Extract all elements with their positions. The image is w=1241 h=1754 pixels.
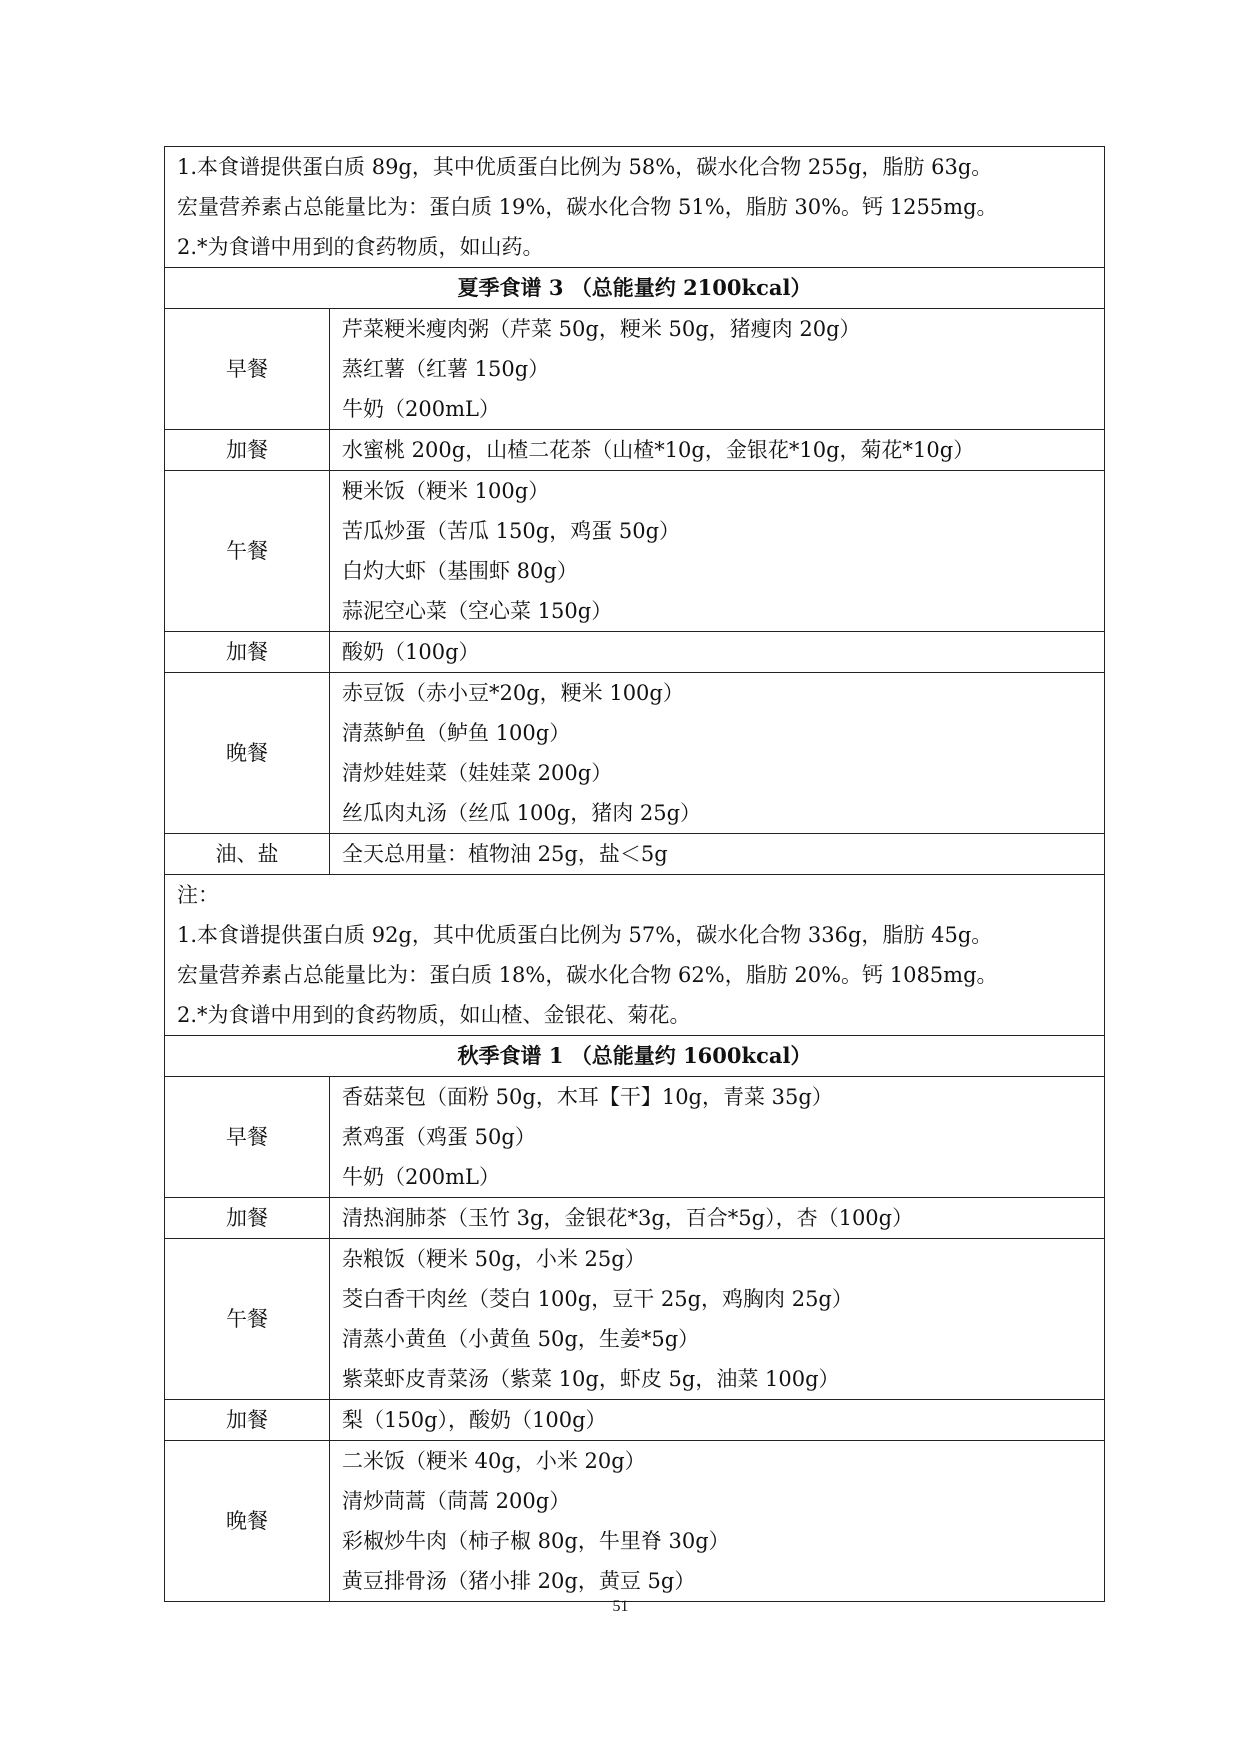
note-line: 2.*为食谱中用到的食药物质，如山药。 (177, 235, 544, 259)
meal-items (330, 632, 1105, 673)
menu-item: 二米饭（粳米 40g，小米 20g） (342, 1449, 646, 1473)
menu-item: 黄豆排骨汤（猪小排 20g，黄豆 5g） (342, 1569, 696, 1593)
note-line: 1.本食谱提供蛋白质 89g，其中优质蛋白比例为 58%，碳水化合物 255g，脂肪 63g。 (177, 155, 993, 179)
menu-item: 杂粮饭（粳米 50g，小米 25g） (342, 1247, 646, 1271)
menu-item: 芹菜粳米瘦肉粥（芹菜 50g，粳米 50g，猪瘦肉 20g） (342, 317, 861, 341)
meal-label: 午餐 (165, 471, 330, 632)
menu-item: 赤豆饭（赤小豆*20g，粳米 100g） (342, 681, 684, 705)
meal-label: 加餐 (165, 632, 330, 673)
menu-item: 水蜜桃 200g，山楂二花茶（山楂*10g，金银花*10g，菊花*10g） (342, 438, 975, 462)
note-line: 2.*为食谱中用到的食药物质，如山楂、金银花、菊花。 (177, 1003, 691, 1027)
meal-items (330, 430, 1105, 471)
menu-item: 牛奶（200mL） (342, 397, 500, 421)
meal-label: 午餐 (165, 1239, 330, 1400)
meal-items (330, 834, 1105, 875)
meal-row (165, 430, 1105, 471)
menu-item: 蒸红薯（红薯 150g） (342, 357, 550, 381)
menu-item: 清炒娃娃菜（娃娃菜 200g） (342, 761, 613, 785)
menu-item: 牛奶（200mL） (342, 1165, 500, 1189)
page-number: 51 (612, 1598, 629, 1615)
meal-row (165, 1198, 1105, 1239)
menu-item: 煮鸡蛋（鸡蛋 50g） (342, 1125, 536, 1149)
meal-label: 加餐 (165, 1198, 330, 1239)
meal-row (165, 632, 1105, 673)
meal-row (165, 1077, 1105, 1198)
meal-label: 早餐 (165, 1077, 330, 1198)
meal-label: 晚餐 (165, 673, 330, 834)
menu-item: 梨（150g），酸奶（100g） (342, 1408, 607, 1432)
menu-table (164, 146, 1105, 1602)
meal-items (330, 673, 1105, 834)
note-line: 1.本食谱提供蛋白质 92g，其中优质蛋白比例为 57%，碳水化合物 336g，脂肪 45g。 (177, 923, 993, 947)
menu-item: 全天总用量：植物油 25g，盐＜5g (342, 842, 668, 866)
meal-items (330, 1239, 1105, 1400)
meal-items (330, 1400, 1105, 1441)
menu-item: 粳米饭（粳米 100g） (342, 479, 550, 503)
meal-row (165, 673, 1105, 834)
meal-label: 加餐 (165, 430, 330, 471)
menu-item: 清蒸小黄鱼（小黄鱼 50g，生姜*5g） (342, 1327, 700, 1351)
meal-items (330, 471, 1105, 632)
note-row (165, 875, 1105, 1036)
note-line: 宏量营养素占总能量比为：蛋白质 19%，碳水化合物 51%，脂肪 30%。钙 1255mg。 (177, 195, 998, 219)
meal-items (330, 1198, 1105, 1239)
meal-label: 晚餐 (165, 1441, 330, 1602)
meal-row (165, 1239, 1105, 1400)
meal-row (165, 1400, 1105, 1441)
meal-label: 加餐 (165, 1400, 330, 1441)
meal-label: 油、盐 (165, 834, 330, 875)
meal-items (330, 309, 1105, 430)
summer-menu-3-title: 夏季食谱 3 （总能量约 2100kcal） (165, 268, 1105, 309)
menu-item: 彩椒炒牛肉（柿子椒 80g，牛里脊 30g） (342, 1529, 730, 1553)
menu-item: 紫菜虾皮青菜汤（紫菜 10g，虾皮 5g，油菜 100g） (342, 1367, 840, 1391)
menu-item: 酸奶（100g） (342, 640, 480, 664)
top-note-row (165, 147, 1105, 268)
menu-item: 茭白香干肉丝（茭白 100g，豆干 25g，鸡胸肉 25g） (342, 1287, 853, 1311)
meal-items (330, 1441, 1105, 1602)
autumn-menu-1-title: 秋季食谱 1 （总能量约 1600kcal） (165, 1036, 1105, 1077)
menu-item: 蒜泥空心菜（空心菜 150g） (342, 599, 613, 623)
menu-item: 清热润肺茶（玉竹 3g，金银花*3g，百合*5g），杏（100g） (342, 1206, 914, 1230)
menu-item: 清蒸鲈鱼（鲈鱼 100g） (342, 721, 571, 745)
meal-row (165, 834, 1105, 875)
summer-menu-3-note (165, 875, 1105, 1036)
meal-row (165, 309, 1105, 430)
menu-item: 白灼大虾（基围虾 80g） (342, 559, 578, 583)
menu-item: 丝瓜肉丸汤（丝瓜 100g，猪肉 25g） (342, 801, 702, 825)
section-title-row (165, 268, 1105, 309)
meal-row (165, 471, 1105, 632)
menu-item: 清炒茼蒿（茼蒿 200g） (342, 1489, 571, 1513)
meal-row (165, 1441, 1105, 1602)
menu-item: 苦瓜炒蛋（苦瓜 150g，鸡蛋 50g） (342, 519, 681, 543)
menu-item: 香菇菜包（面粉 50g，木耳【干】10g，青菜 35g） (342, 1085, 833, 1109)
section-title-row (165, 1036, 1105, 1077)
top-note (165, 147, 1105, 268)
meal-label: 早餐 (165, 309, 330, 430)
note-line: 注： (177, 883, 219, 907)
meal-items (330, 1077, 1105, 1198)
note-line: 宏量营养素占总能量比为：蛋白质 18%，碳水化合物 62%，脂肪 20%。钙 1085mg。 (177, 963, 998, 987)
